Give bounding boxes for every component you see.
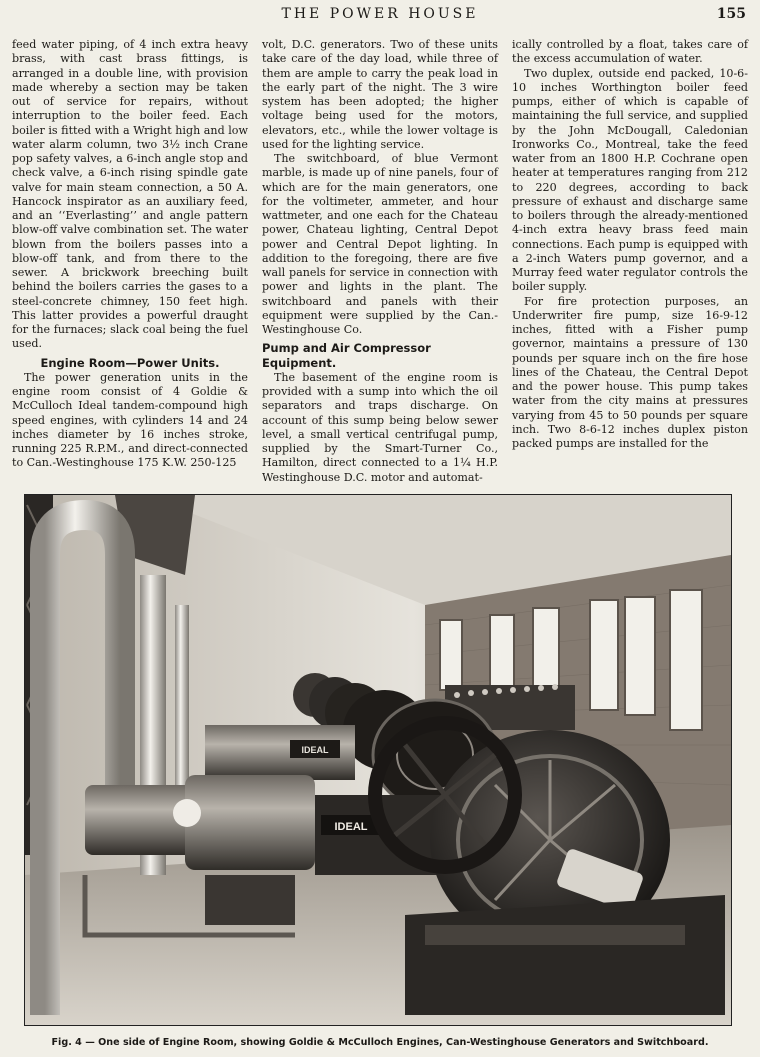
text-columns	[12, 38, 748, 484]
column-3	[512, 38, 748, 474]
figure-caption: Fig. 4 — One side of Engine Room, showing Goldie & McCulloch Engines, Can-Westinghouse Generators and Switchboard.	[51, 1037, 709, 1048]
page-header	[0, 6, 760, 26]
page-number: 155	[716, 6, 746, 22]
engine-room-illustration	[25, 495, 731, 1025]
paragraph: The basement of the engine room is provided with a sump into which the oil separators and traps discharge. On account of this sump being below sewer level, a small vertical centrifugal pump, supplied by the Smart-Turner Co., Hamilton, direct connected to a 1¼ H.P. Westinghouse D.C. motor and automat-	[262, 370, 498, 484]
paragraph: ically controlled by a float, takes care of the excess accumulation of water.	[512, 38, 748, 66]
engine-nameplate-front: IDEAL	[334, 821, 368, 833]
engine-nameplate-back: IDEAL	[301, 745, 329, 755]
engine-room-photograph	[24, 494, 732, 1026]
section-heading-engine-room: Engine Room—Power Units.	[40, 355, 220, 370]
section-heading-pump-equipment: Pump and Air Compressor Equipment.	[262, 341, 431, 370]
paragraph: Two duplex, outside end packed, 10-6-10 inches Worthington boiler feed pumps, either of which is capable of maintaining the full service, and supplied by the John McDougall, Caledonian Ironworks Co., Montreal, take the feed water from an 1800 H.P. Cochrane open heater at temperatures ranging from 212 to 220 degrees, according to back pressure of exhaust and discharge same to boilers through the already-mentioned 4-inch extra heavy brass feed main connections. Each pump is equipped with a 2-inch Waters pump governor, and a Murray feed water regulator controls the boiler supply.	[512, 66, 748, 294]
column-1	[12, 38, 248, 474]
paragraph: The switchboard, of blue Vermont marble, is made up of nine panels, four of which are for the main generators, one for the voltimeter, ammeter, and hour wattmeter, and one each for the Chateau power, Chateau lighting, Central Depot power and Central Depot lighting. In addition to the foregoing, there are five wall panels for service in connection with power and lights in the plant. The switchboard and panels with their equipment were supplied by the Can.-Westinghouse Co.	[262, 152, 498, 336]
paragraph: volt, D.C. generators. Two of these units take care of the day load, while three of them are ample to carry the peak load in the early part of the night. The 3 wire system has been adopted; the higher voltage being used for the motors, elevators, etc., while the lower voltage is used for the lighting service.	[262, 38, 498, 151]
paragraph: feed water piping, of 4 inch extra heavy brass, with cast brass fittings, is arranged in a double line, with provision made whereby a section may be taken out of service for repairs, without interruption to the boiler feed. Each boiler is fitted with a Wright high and low water alarm column, two 3½ inch Crane pop safety valves, a 6-inch angle stop and check valve, a 6-inch rising spindle gate valve for main steam connection, a 50 A. Hancock inspirator as an auxiliary feed, and an ‘‘Everlasting’’ and angle pattern blow-off valve combination set. The water blown from the boilers passes into a blow-off tank, and from there to the sewer. A brickwork breeching built behind the boilers carries the gases to a steel-concrete chimney, 150 feet high. This latter provides a powerful draught for the furnaces; slack coal being the fuel used.	[12, 38, 248, 351]
paragraph: The power generation units in the engine room consist of 4 Goldie & McCulloch Ideal tandem-compound high speed engines, with cylinders 14 and 24 inches diameter by 16 inches stroke, running 225 R.P.M., and direct-connected to Can.-Westinghouse 175 K.W. 250-125	[12, 370, 248, 470]
running-title: THE POWER HOUSE	[281, 6, 479, 22]
paragraph: For fire protection purposes, an Underwriter fire pump, size 16-9-12 inches, fitted with a Fisher pump governor, maintains a pressure of 130 pounds per square inch on the fire hose lines of the Chateau, the Central Depot and the power house. This pump takes water from the city mains at pressures varying from 45 to 50 pounds per square inch. Two 8-6-12 inches duplex piston packed pumps are installed for the	[512, 294, 748, 450]
column-2	[262, 38, 498, 484]
